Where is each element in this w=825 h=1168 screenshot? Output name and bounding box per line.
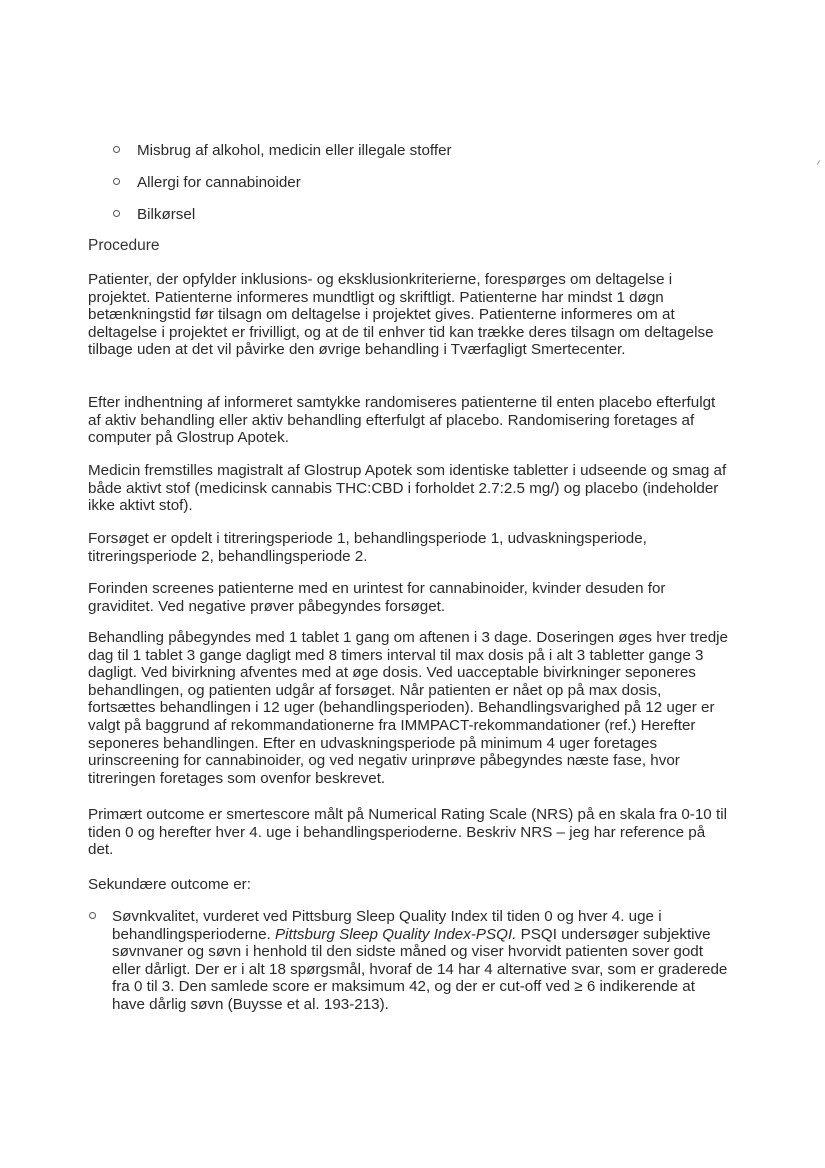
list-item: [113, 174, 452, 206]
list-item-text: PSQI undersøger subjektive søvnvaner og søvn i henhold til den sidste måned og viser hvorvidt patienten sover godt eller dårligt. Der er i alt 18 spørgsmål, hvoraf de 14 har 4 alternative svar, som er graderede fra 0 til 3. Den samlede score er maksimum 42, og der er cut-off ved ≥ 6 indikerende at have dårlig søvn (Buysse et al. 193-213).: [112, 925, 728, 1013]
paragraph: Patienter, der opfylder inklusions- og eksklusionkriterierne, forespørges om deltagelse i projektet. Patienterne informeres mundtligt og skriftligt. Patienterne har mindst 1 døgn betænkningstid før tilsagn om deltagelse i projektet gives. Patienterne informeres om at deltagelse i projektet er frivilligt, og at de til enhver tid kan trække deres tilsagn om deltagelse tilbage uden at det vil påvirke den øvrige behandling i Tværfagligt Smertecenter.: [88, 271, 714, 359]
bullet-icon: [113, 146, 120, 153]
list-item-italic-text: Pittsburg Sleep Quality Index-PSQI.: [274, 925, 517, 943]
secondary-outcomes-list: [88, 908, 728, 1014]
list-item-text: Misbrug af alkohol, medicin eller illegale stoffer: [137, 142, 452, 159]
paragraph: Sekundære outcome er:: [88, 876, 251, 893]
paragraph: Efter indhentning af informeret samtykke randomiseres patienterne til enten placebo efterfulgt af aktiv behandling eller aktiv behandling efterfulgt af placebo. Randomisering foretages af computer på Glostrup Apotek.: [88, 394, 716, 447]
paragraph: Forsøget er opdelt i titreringsperiode 1, behandlingsperiode 1, udvaskningsperiode, titreringsperiode 2, behandlingsperiode 2.: [88, 530, 647, 565]
paragraph: Primært outcome er smertescore målt på Numerical Rating Scale (NRS) på en skala fra 0-10 til tiden 0 og herefter hver 4. uge i behandlingsperioderne. Beskriv NRS – jeg har reference på det.: [88, 806, 727, 859]
bullet-icon: [89, 912, 96, 919]
list-item-text: Allergi for cannabinoider: [137, 174, 301, 191]
scan-mark: [817, 160, 820, 165]
bullet-icon: [113, 210, 120, 217]
list-item-text: Søvnkvalitet, vurderet ved Pittsburg Sleep Quality Index til tiden 0 og hver 4. uge i behandlingsperioderne.: [112, 908, 662, 943]
section-heading: Procedure: [88, 237, 160, 254]
list-item: [88, 908, 728, 1014]
paragraph: Behandling påbegyndes med 1 tablet 1 gang om aftenen i 3 dage. Doseringen øges hver tredje dag til 1 tablet 3 gange dagligt med 8 timers interval til max dosis på i alt 3 tabletter gange 3 dagligt. Ved bivirkning afventes med at øge dosis. Ved uacceptable bivirkninger seponeres behandlingen, og patienten udgår af forsøget. Når patienten er nået op på max dosis, fortsættes behandlingen i 12 uger (behandlingsperioden). Behandlingsvarighed på 12 uger er valgt på baggrund af rekommandationerne fra IMMPACT-rekommandationer (ref.) Herefter seponeres behandlingen. Efter en udvaskningsperiode på minimum 4 uger foretages urinscreening for cannabinoider, og ved negativ urinprøve påbegyndes næste fase, hvor titreringen foretages som ovenfor beskrevet.: [88, 629, 729, 787]
list-item: [113, 206, 452, 238]
list-item: [113, 142, 452, 174]
bullet-icon: [113, 178, 120, 185]
paragraph: Medicin fremstilles magistralt af Glostrup Apotek som identiske tabletter i udseende og smag af både aktivt stof (medicinsk cannabis THC:CBD i forholdet 2.7:2.5 mg/) og placebo (indeholder ikke aktivt stof).: [88, 462, 727, 515]
exclusion-criteria-list: [113, 142, 452, 238]
list-item-text: Bilkørsel: [137, 206, 196, 223]
paragraph: Forinden screenes patienterne med en urintest for cannabinoider, kvinder desuden for graviditet. Ved negative prøver påbegyndes forsøget.: [88, 580, 666, 615]
